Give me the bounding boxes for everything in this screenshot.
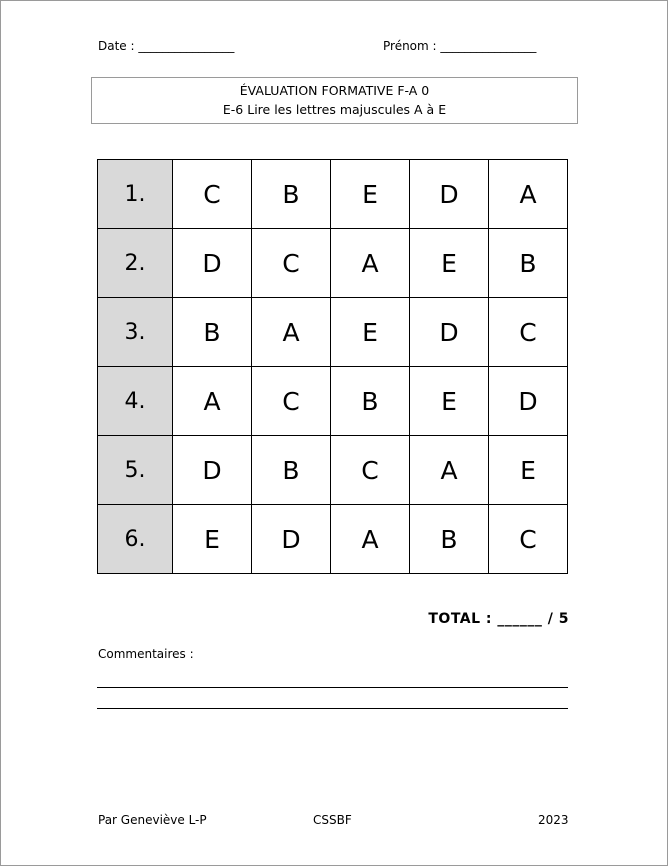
letter-cell: A (252, 298, 331, 367)
grid-row (98, 298, 568, 367)
grid-row (98, 505, 568, 574)
letter-cell: A (331, 505, 410, 574)
letter-cell: B (252, 436, 331, 505)
letter-cell: D (173, 229, 252, 298)
letter-cell: D (173, 436, 252, 505)
letter-cell: A (331, 229, 410, 298)
letters-grid (97, 159, 568, 574)
comment-line (97, 708, 568, 709)
letter-cell: E (410, 229, 489, 298)
footer-author: Par Geneviève L-P (98, 813, 207, 827)
letter-cell: B (173, 298, 252, 367)
letter-cell: B (252, 160, 331, 229)
grid-row (98, 367, 568, 436)
footer-org: CSSBF (313, 813, 352, 827)
row-number: 4. (98, 367, 173, 436)
letter-cell: A (410, 436, 489, 505)
prenom-field: Prénom : ________________ (383, 39, 537, 53)
footer-year: 2023 (538, 813, 569, 827)
letter-cell: E (173, 505, 252, 574)
letter-cell: D (252, 505, 331, 574)
grid-row (98, 160, 568, 229)
letter-cell: C (252, 229, 331, 298)
row-number: 2. (98, 229, 173, 298)
total-score: TOTAL : ______ / 5 (428, 611, 569, 627)
letter-cell: E (331, 160, 410, 229)
comment-line (97, 687, 568, 688)
letter-cell: D (410, 160, 489, 229)
letter-cell: A (489, 160, 568, 229)
letter-cell: B (410, 505, 489, 574)
letter-cell: C (331, 436, 410, 505)
date-field: Date : ________________ (98, 39, 235, 53)
row-number: 6. (98, 505, 173, 574)
grid-row (98, 436, 568, 505)
letter-cell: E (489, 436, 568, 505)
letter-cell: B (489, 229, 568, 298)
title-box (91, 77, 578, 124)
letter-cell: B (331, 367, 410, 436)
evaluation-subtitle: E-6 Lire les lettres majuscules A à E (222, 102, 447, 117)
evaluation-title: ÉVALUATION FORMATIVE F-A 0 (239, 83, 430, 98)
row-number: 5. (98, 436, 173, 505)
letter-cell: A (173, 367, 252, 436)
row-number: 1. (98, 160, 173, 229)
letter-cell: D (410, 298, 489, 367)
letter-cell: D (489, 367, 568, 436)
letter-cell: C (489, 505, 568, 574)
letter-cell: C (489, 298, 568, 367)
letter-cell: C (173, 160, 252, 229)
letter-cell: E (410, 367, 489, 436)
letter-cell: C (252, 367, 331, 436)
grid-row (98, 229, 568, 298)
row-number: 3. (98, 298, 173, 367)
letter-cell: E (331, 298, 410, 367)
comments-label: Commentaires : (98, 647, 194, 661)
